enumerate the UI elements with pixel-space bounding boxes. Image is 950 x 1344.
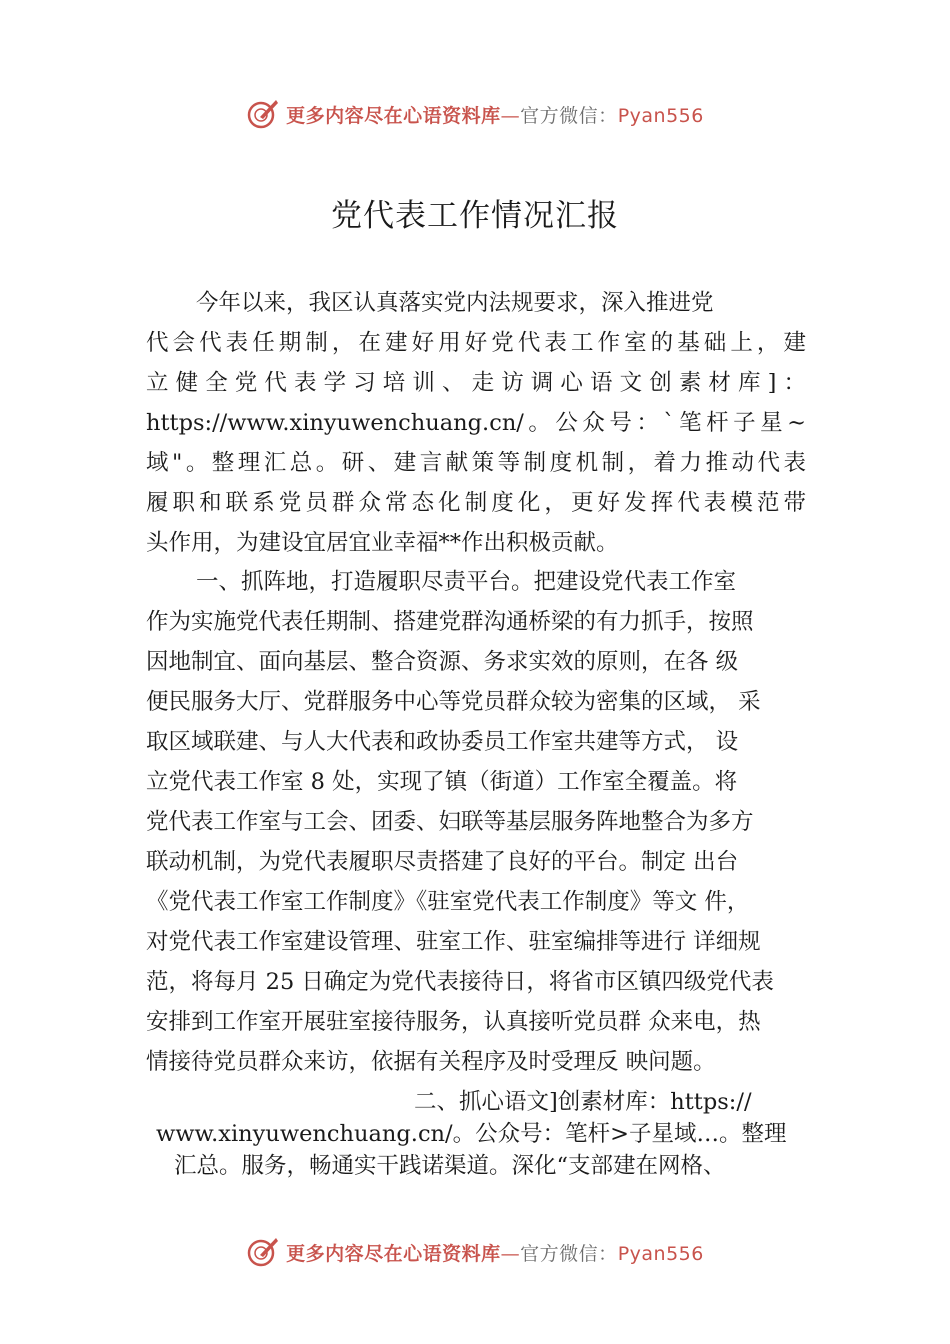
body-line: 一、抓阵地，打造履职尽责平台。把建设党代表工作室 (196, 569, 737, 595)
watermark-text: 更多内容尽在心语资料库—官方微信：Pyan556 (286, 104, 704, 127)
watermark-text: 更多内容尽在心语资料库—官方微信：Pyan556 (286, 1242, 704, 1265)
body-line: 二、抓心语文]创素材库：https:// (414, 1089, 752, 1115)
body-line: 便民服务大厅、党群服务中心等党员群众较为密集的区域， 采 (146, 689, 761, 715)
body-line: 今年以来，我区认真落实党内法规要求，深入推进党 (196, 290, 714, 316)
body-line: 范，将每月 25 日确定为党代表接待日，将省市区镇四级党代表 (146, 969, 774, 995)
body-line: 对党代表工作室建设管理、驻室工作、驻室编排等进行 详细规 (146, 929, 761, 955)
body-line: 安排到工作室开展驻室接待服务，认真接听党员群 众来电，热 (146, 1009, 761, 1035)
body-line: 立党代表工作室 8 处，实现了镇（街道）工作室全覆盖。将 (146, 769, 738, 795)
watermark-footer (0, 1232, 950, 1272)
body-line: 立健全党代表学习培训、走访调心语文创素材库]： (146, 370, 806, 396)
quill-logo-icon (246, 97, 280, 131)
body-line: 因地制宜、面向基层、整合资源、务求实效的原则，在各 级 (146, 649, 739, 675)
body-line: 代会代表任期制，在建好用好党代表工作室的基础上，建 (146, 330, 806, 356)
body-line: 作为实施党代表任期制、搭建党群沟通桥梁的有力抓手，按照 (146, 609, 754, 635)
body-line: 履职和联系党员群众常态化制度化，更好发挥代表模范带 (146, 490, 806, 516)
body-line: 取区域联建、与人大代表和政协委员工作室共建等方式， 设 (146, 729, 739, 755)
body-line: 党代表工作室与工会、团委、妇联等基层服务阵地整合为多方 (146, 809, 754, 835)
body-line: 联动机制，为党代表履职尽责搭建了良好的平台。制定 出台 (146, 849, 739, 875)
watermark-header (0, 94, 950, 134)
body-line: 域"。整理汇总。研、建言献策等制度机制，着力推动代表 (146, 450, 806, 476)
body-line: 《党代表工作室工作制度》《驻室党代表工作制度》等文 件， (146, 889, 750, 915)
body-line: https://www.xinyuwenchuang.cn/。公众号：`笔杆子星~ (146, 410, 806, 436)
body-line: 汇总。服务，畅通实干践诺渠道。深化“支部建在网格、 (174, 1153, 726, 1179)
body-line: 情接待党员群众来访，依据有关程序及时受理反 映问题。 (146, 1049, 716, 1075)
body-line: www.xinyuwenchuang.cn/。公众号：笔杆>子星域…。整理 (156, 1121, 787, 1147)
document-title: 党代表工作情况汇报 (331, 198, 619, 234)
quill-logo-icon (246, 1235, 280, 1269)
body-line: 头作用，为建设宜居宜业幸福**作出积极贡献。 (146, 530, 619, 556)
